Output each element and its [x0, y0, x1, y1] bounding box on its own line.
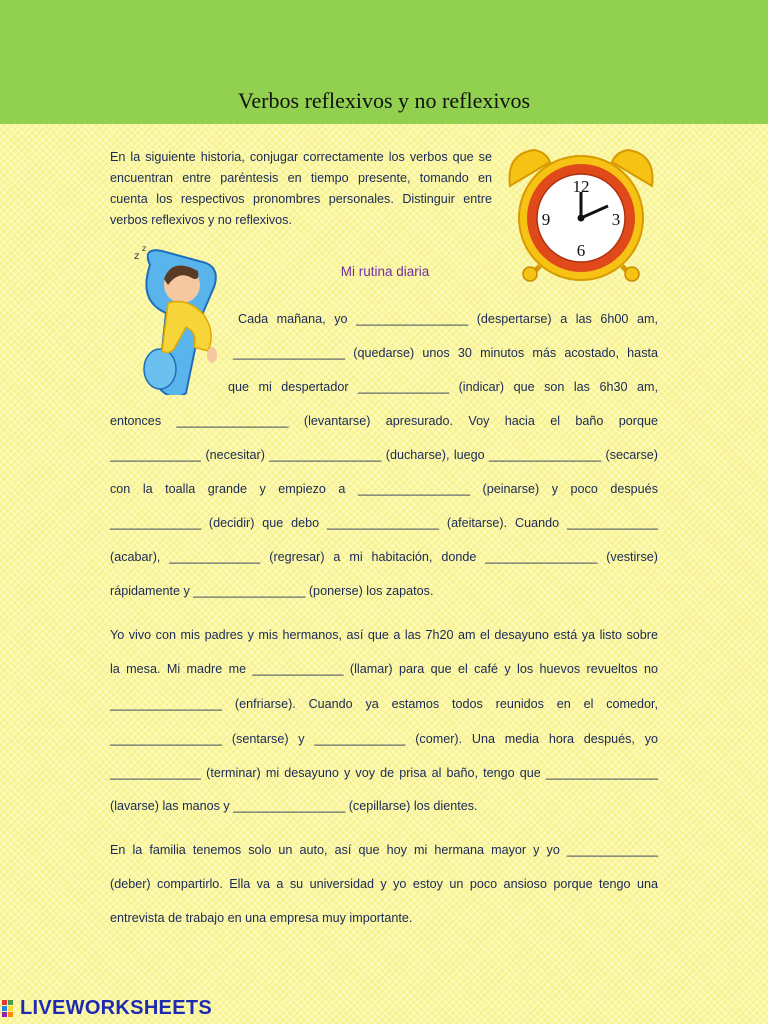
- story-title: Mi rutina diaria: [340, 264, 430, 279]
- story-line: entrevista de trabajo en una empresa muy importante.: [110, 911, 413, 925]
- sleeping-child-icon: [128, 243, 228, 395]
- story-line: ________________ (enfriarse). Cuando ya estamos todos reunidos en el comedor,: [110, 697, 658, 711]
- svg-text:z: z: [134, 251, 140, 262]
- brand-name[interactable]: LIVEWORKSHEETS: [20, 997, 212, 1019]
- story-line: Cada mañana, yo ________________ (despertarse) a las 6h00 am,: [238, 312, 658, 326]
- story-line: rápidamente y ________________ (ponerse) los zapatos.: [110, 584, 434, 598]
- story-line: (acabar), _____________ (regresar) a mi habitación, donde ________________ (vestirse): [110, 550, 658, 564]
- clock-numeral: 12: [572, 177, 590, 196]
- alarm-clock-icon: [500, 146, 662, 284]
- clock-numeral: 6: [576, 241, 586, 260]
- story-line: _____________ (decidir) que debo ________________ (afeitarse). Cuando _____________: [110, 516, 658, 530]
- story-line: que mi despertador _____________ (indicar) que son las 6h30 am,: [228, 380, 658, 394]
- clock-numeral: 3: [611, 210, 621, 229]
- svg-text:z: z: [142, 244, 147, 253]
- story-line: _____________ (terminar) mi desayuno y voy de prisa al baño, tengo que ________________: [110, 766, 658, 780]
- story-line: con la toalla grande y empiezo a ________________ (peinarse) y poco después: [110, 482, 658, 496]
- clock-numeral: 9: [541, 210, 551, 229]
- story-line: entonces ________________ (levantarse) apresurado. Voy hacia el baño porque: [110, 414, 658, 428]
- story-line: ________________ (sentarse) y _____________ (comer). Una media hora después, yo: [110, 732, 658, 746]
- story-line: En la familia tenemos solo un auto, así que hoy mi hermana mayor y yo _____________: [110, 843, 658, 857]
- instructions: En la siguiente historia, conjugar correctamente los verbos que se encuentran entre paréntesis en tiempo presente, tomando en cuenta los respectivos pronombres personales. Distinguir entre verbos reflexivos y no reflexivos.: [110, 150, 492, 227]
- story-line: (deber) compartirlo. Ella va a su universidad y yo estoy un poco ansioso porque tengo una: [110, 877, 658, 891]
- story-line: (lavarse) las manos y ________________ (cepillarse) los dientes.: [110, 799, 478, 813]
- story-line: la mesa. Mi madre me _____________ (llamar) para que el café y los huevos revueltos no: [110, 662, 658, 676]
- story-line: ________________ (quedarse) unos 30 minutos más acostado, hasta: [233, 346, 658, 360]
- page-title: Verbos reflexivos y no reflexivos: [237, 88, 531, 113]
- story-line: Yo vivo con mis padres y mis hermanos, así que a las 7h20 am el desayuno está ya listo sobre: [110, 628, 658, 642]
- story-line: _____________ (necesitar) ________________ (ducharse), luego ________________ (secarse): [110, 448, 658, 462]
